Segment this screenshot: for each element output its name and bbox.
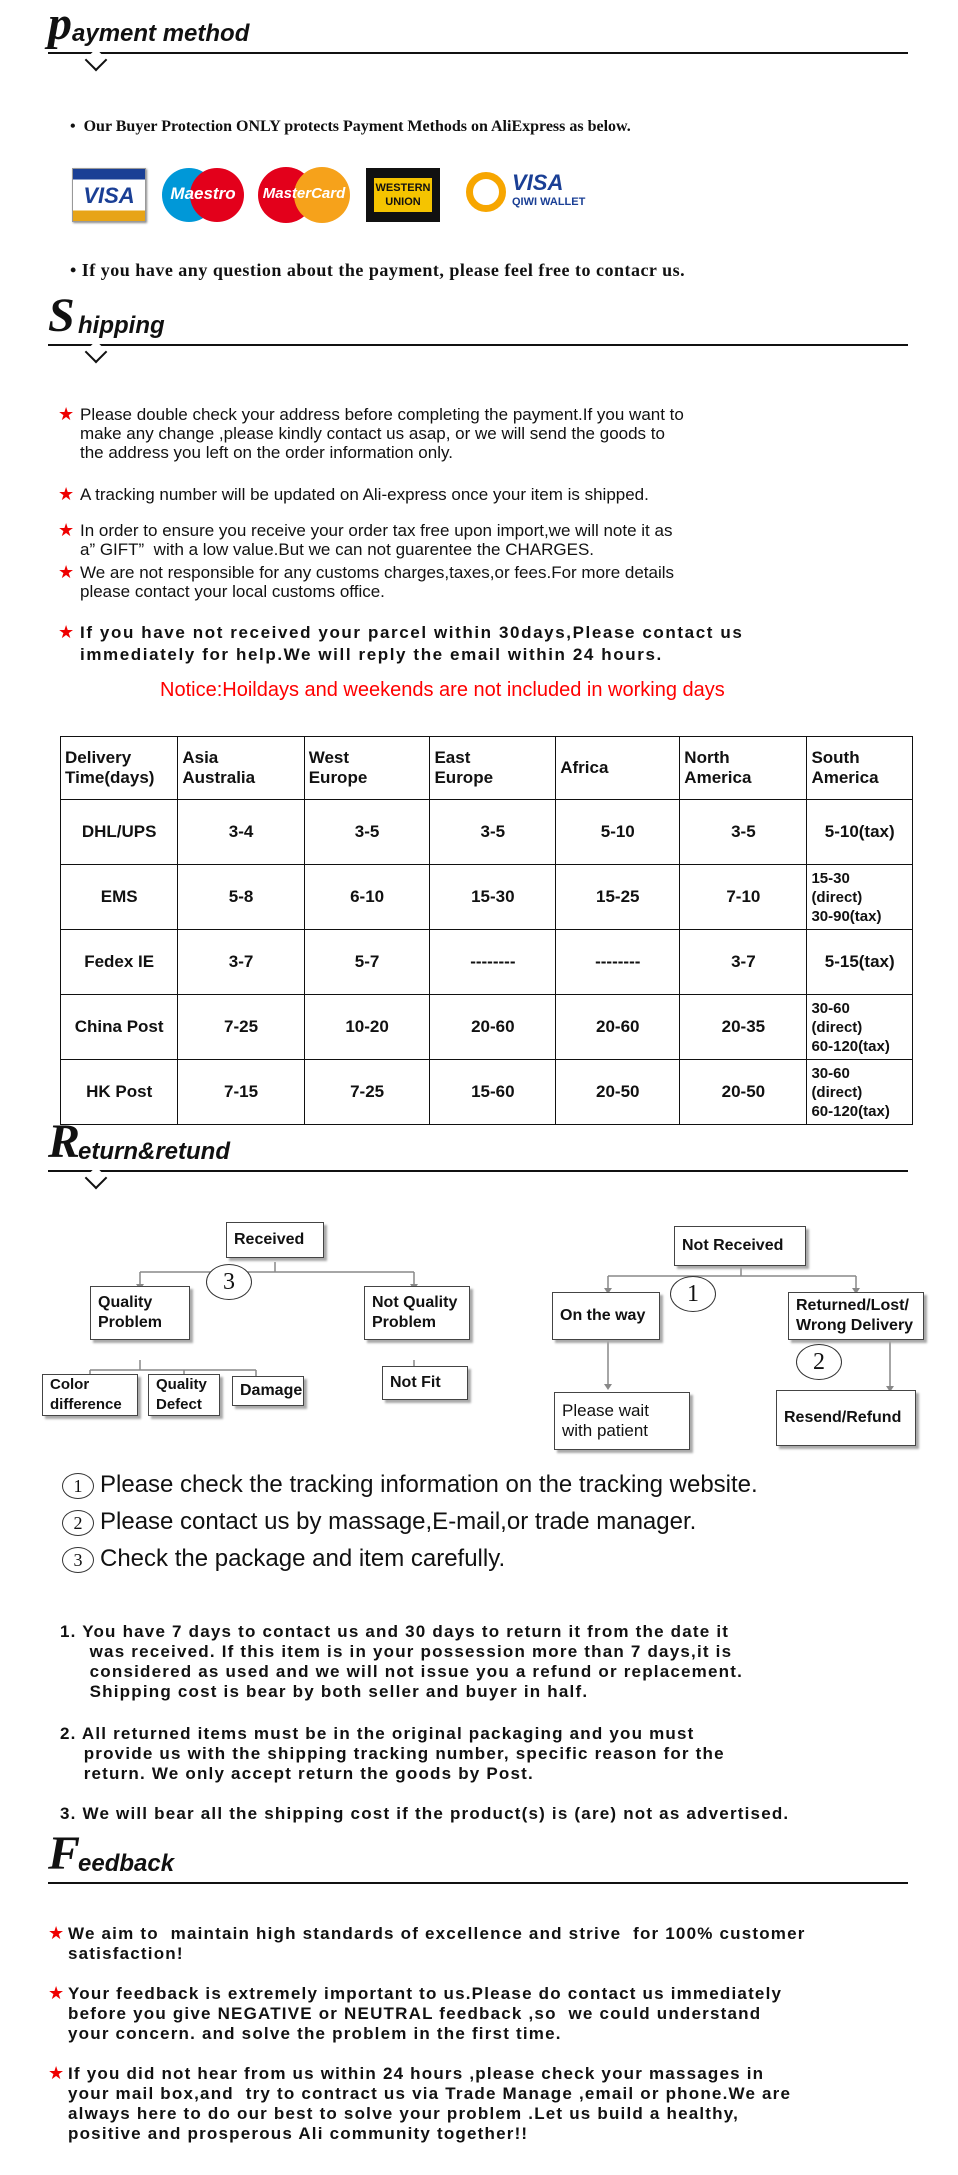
carrier-name-cell: HK Post <box>61 1060 178 1125</box>
delivery-days-cell: -------- <box>430 930 556 995</box>
table-header-cell: Delivery Time(days) <box>61 737 178 800</box>
flow-step-2-badge: 2 <box>796 1344 842 1380</box>
step-number-badge: 3 <box>62 1547 94 1573</box>
table-header-cell: North America <box>680 737 807 800</box>
delivery-days-cell: 7-25 <box>304 1060 430 1125</box>
return-term-line: 2. All returned items must be in the original packaging and you must <box>60 1724 695 1743</box>
table-header-cell: East Europe <box>430 737 556 800</box>
delivery-days-cell: 7-25 <box>178 995 304 1060</box>
flow-color-difference: Color difference <box>42 1374 138 1416</box>
delivery-days-cell: 6-10 <box>304 865 430 930</box>
delivery-days-cell: 20-60 <box>430 995 556 1060</box>
heading-initial: F <box>48 1827 81 1880</box>
delivery-days-cell: 20-50 <box>680 1060 807 1125</box>
delivery-days-cell: 5-10(tax) <box>807 800 913 865</box>
step-number-badge: 1 <box>62 1473 94 1499</box>
red-star-icon: ★ <box>58 622 75 642</box>
delivery-days-cell: 10-20 <box>304 995 430 1060</box>
return-step <box>62 1544 505 1574</box>
carrier-name-cell: DHL/UPS <box>61 800 178 865</box>
shipping-note-line: If you have not received your parcel within 30days,Please contact us <box>80 623 744 642</box>
red-star-icon: ★ <box>58 484 75 504</box>
delivery-days-cell: 30-60 (direct) 60-120(tax) <box>807 995 913 1060</box>
shipping-heading <box>48 289 908 346</box>
red-star-icon: ★ <box>48 1983 65 2003</box>
shipping-note-line: Please double check your address before completing the payment.If you want to <box>80 405 684 424</box>
feedback-line: your mail box,and try to contract us via Trade Manage ,email or phone.We are <box>68 2084 792 2103</box>
heading-text: ayment method <box>72 20 250 47</box>
mastercard-logo-text: MasterCard <box>262 185 346 202</box>
feedback-heading <box>48 1827 908 1884</box>
delivery-days-cell: 5-8 <box>178 865 304 930</box>
payment-question-note: • If you have any question about the payment, please feel free to contacr us. <box>70 260 686 280</box>
visa-logo <box>72 168 146 222</box>
flow-returned-lost: Returned/Lost/ Wrong Delivery <box>788 1292 924 1340</box>
table-header-cell: Africa <box>556 737 680 800</box>
heading-initial: R <box>48 1115 81 1168</box>
table-row <box>61 800 913 865</box>
return-refund-heading <box>48 1115 908 1172</box>
table-row <box>61 1060 913 1125</box>
western-union-logo-text <box>366 181 440 209</box>
qiwi-visa-text: VISA <box>512 170 564 195</box>
maestro-logo <box>162 166 244 222</box>
shipping-note-line: make any change ,please kindly contact us asap, or we will send the goods to <box>80 424 665 443</box>
table-row <box>61 930 913 995</box>
table-header-row <box>61 737 913 800</box>
divider <box>48 344 908 346</box>
flow-not-quality-problem: Not Quality Problem <box>364 1286 470 1340</box>
return-step <box>62 1470 758 1500</box>
flow-on-the-way: On the way <box>552 1292 660 1340</box>
delivery-days-cell: 3-4 <box>178 800 304 865</box>
flow-not-fit: Not Fit <box>382 1366 468 1400</box>
delivery-days-cell: 5-10 <box>556 800 680 865</box>
feedback-line: always here to do our best to solve your problem .Let us build a healthy, <box>68 2104 740 2123</box>
heading-text: eturn&retund <box>78 1138 230 1165</box>
return-term-line: Shipping cost is bear by both seller and buyer in half. <box>60 1682 589 1701</box>
return-term-line: was received. If this item is in your possession more than 7 days,it is <box>60 1642 733 1661</box>
flow-resend-refund: Resend/Refund <box>776 1390 916 1446</box>
shipping-note-line: a” GIFT” with a low value.But we can not guarentee the CHARGES. <box>80 540 595 559</box>
delivery-days-cell: 20-50 <box>556 1060 680 1125</box>
qiwi-wallet-logo <box>462 166 612 222</box>
heading-text: eedback <box>78 1850 175 1877</box>
red-star-icon: ★ <box>58 562 75 582</box>
delivery-days-cell: 7-10 <box>680 865 807 930</box>
feedback-line: satisfaction! <box>68 1944 184 1963</box>
return-term-line: provide us with the shipping tracking number, specific reason for the <box>60 1744 725 1763</box>
red-star-icon: ★ <box>58 404 75 424</box>
western-union-line2: UNION <box>385 196 421 208</box>
return-step <box>62 1507 696 1537</box>
shipping-time-table <box>60 736 913 1125</box>
carrier-name-cell: EMS <box>61 865 178 930</box>
delivery-days-cell: 3-7 <box>178 930 304 995</box>
flow-damage: Damage <box>232 1376 304 1406</box>
flow-not-received: Not Received <box>674 1226 806 1266</box>
feedback-line: before you give NEGATIVE or NEUTRAL feedback ,so we could understand <box>68 2004 762 2023</box>
table-header-cell: West Europe <box>304 737 430 800</box>
divider <box>48 52 908 54</box>
shipping-note-line: In order to ensure you receive your order tax free upon import,we will note it as <box>80 521 673 540</box>
feedback-line: your concern. and solve the problem in the first time. <box>68 2024 562 2043</box>
delivery-days-cell: 20-60 <box>556 995 680 1060</box>
feedback-line: If you did not hear from us within 24 hours ,please check your massages in <box>68 2064 765 2083</box>
delivery-days-cell: -------- <box>556 930 680 995</box>
step-text: Please check the tracking information on the tracking website. <box>100 1471 758 1498</box>
return-term-line: return. We only accept return the goods by Post. <box>60 1764 534 1783</box>
payment-method-heading <box>48 0 908 54</box>
flow-step-3-badge: 3 <box>206 1264 252 1300</box>
carrier-name-cell: Fedex IE <box>61 930 178 995</box>
delivery-days-cell: 7-15 <box>178 1060 304 1125</box>
mastercard-logo <box>258 166 350 222</box>
red-star-icon: ★ <box>48 2063 65 2083</box>
step-text: Check the package and item carefully. <box>100 1545 506 1572</box>
qiwi-wallet-text: QIWI WALLET <box>512 196 586 208</box>
delivery-days-cell: 15-30 (direct) 30-90(tax) <box>807 865 913 930</box>
return-term-line: considered as used and we will not issue you a refund or replacement. <box>60 1662 744 1681</box>
delivery-days-cell: 5-15(tax) <box>807 930 913 995</box>
divider <box>48 1882 908 1884</box>
western-union-logo <box>366 168 440 222</box>
delivery-days-cell: 15-25 <box>556 865 680 930</box>
flow-received: Received <box>226 1222 324 1258</box>
red-star-icon: ★ <box>58 520 75 540</box>
feedback-line: Your feedback is extremely important to us.Please do contact us immediately <box>68 1984 783 2003</box>
red-star-icon: ★ <box>48 1923 65 1943</box>
table-header-cell: South America <box>807 737 913 800</box>
delivery-days-cell: 3-7 <box>680 930 807 995</box>
maestro-logo-text: Maestro <box>170 184 236 203</box>
visa-logo-text: VISA <box>83 183 135 208</box>
shipping-note-line: A tracking number will be updated on Ali-express once your item is shipped. <box>80 485 649 504</box>
heading-text: hipping <box>78 312 165 339</box>
table-row <box>61 995 913 1060</box>
flow-quality-defect: Quality Defect <box>148 1374 220 1416</box>
delivery-days-cell: 5-7 <box>304 930 430 995</box>
feedback-line: positive and prosperous Ali community together!! <box>68 2124 529 2143</box>
feedback-line: We aim to maintain high standards of excellence and strive for 100% customer <box>68 1924 806 1943</box>
delivery-days-cell: 3-5 <box>680 800 807 865</box>
flow-quality-problem: Quality Problem <box>90 1286 190 1340</box>
heading-initial: p <box>48 0 72 50</box>
delivery-days-cell: 20-35 <box>680 995 807 1060</box>
delivery-days-cell: 3-5 <box>430 800 556 865</box>
delivery-days-cell: 30-60 (direct) 60-120(tax) <box>807 1060 913 1125</box>
carrier-name-cell: China Post <box>61 995 178 1060</box>
flow-please-wait: Please wait with patient <box>554 1392 690 1450</box>
step-text: Please contact us by massage,E-mail,or trade manager. <box>100 1508 697 1535</box>
shipping-note-line: the address you left on the order information only. <box>80 443 453 462</box>
return-term-line: 1. You have 7 days to contact us and 30 days to return it from the date it <box>60 1622 730 1641</box>
delivery-days-cell: 3-5 <box>304 800 430 865</box>
shipping-note-line: We are not responsible for any customs charges,taxes,or fees.For more details <box>80 563 675 582</box>
western-union-line1: WESTERN <box>375 182 431 194</box>
table-row <box>61 865 913 930</box>
shipping-note-line: immediately for help.We will reply the email within 24 hours. <box>80 645 663 664</box>
working-days-notice: Notice:Hoildays and weekends are not included in working days <box>160 679 725 701</box>
flow-step-1-badge: 1 <box>670 1276 716 1312</box>
shipping-note-line: please contact your local customs office. <box>80 582 385 601</box>
heading-initial: S <box>48 289 75 342</box>
step-number-badge: 2 <box>62 1510 94 1536</box>
delivery-days-cell: 15-60 <box>430 1060 556 1125</box>
divider <box>48 1170 908 1172</box>
buyer-protection-note: • Our Buyer Protection ONLY protects Payment Methods on AliExpress as below. <box>70 118 631 135</box>
delivery-days-cell: 15-30 <box>430 865 556 930</box>
return-term-line: 3. We will bear all the shipping cost if the product(s) is (are) not as advertised. <box>60 1804 790 1823</box>
table-header-cell: Asia Australia <box>178 737 304 800</box>
